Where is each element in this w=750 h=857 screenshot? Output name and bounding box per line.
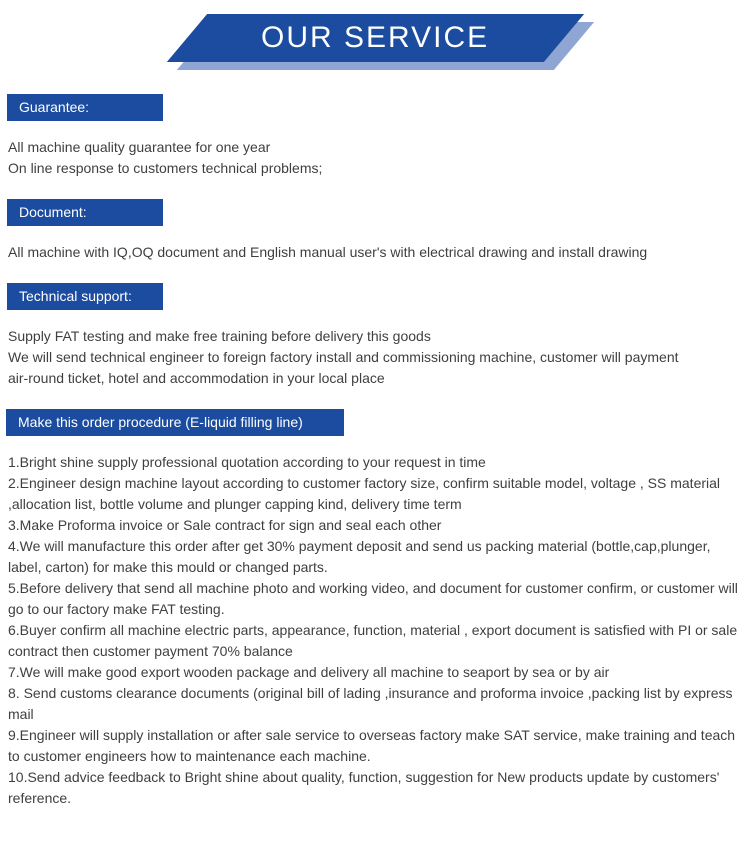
text-line: reference. <box>8 790 72 806</box>
service-section-2 <box>0 283 750 389</box>
text-line: All machine quality guarantee for one year <box>8 139 271 155</box>
text-line: ,allocation list, bottle volume and plunger capping kind, delivery time term <box>8 496 462 512</box>
service-section-0 <box>0 94 750 179</box>
text-line: All machine with IQ,OQ document and English manual user's with electrical drawing and install drawing <box>8 244 648 260</box>
text-line: Supply FAT testing and make free training before delivery this goods <box>8 328 431 344</box>
section-header-label: Document: <box>19 204 87 220</box>
text-line: 9.Engineer will supply installation or after sale service to overseas factory make SAT service, make training and teach <box>8 727 736 743</box>
text-line: 2.Engineer design machine layout according to customer factory size, confirm suitable model, voltage , SS material <box>8 475 721 491</box>
section-body <box>8 137 750 179</box>
text-line: 1.Bright shine supply professional quotation according to your request in time <box>8 454 486 470</box>
text-line: 3.Make Proforma invoice or Sale contract for sign and seal each other <box>8 517 442 533</box>
text-line: 5.Before delivery that send all machine photo and working video, and document for customer confirm, or customer will <box>8 580 738 596</box>
section-header-label: Technical support: <box>19 288 132 304</box>
text-line: 8. Send customs clearance documents (original bill of lading ,insurance and proforma invoice ,packing list by express <box>8 685 733 701</box>
banner-title: OUR SERVICE <box>261 21 490 54</box>
our-service-banner <box>0 0 750 94</box>
text-line: On line response to customers technical problems; <box>8 160 323 176</box>
section-header-label: Guarantee: <box>19 99 90 115</box>
section-header-label: Make this order procedure (E-liquid filling line) <box>18 414 303 430</box>
text-line: mail <box>8 706 34 722</box>
text-line: air-round ticket, hotel and accommodation in your local place <box>8 370 385 386</box>
text-line: label, carton) for make this mould or changed parts. <box>8 559 328 575</box>
section-body <box>8 242 750 263</box>
banner-parallelogram <box>167 14 584 62</box>
service-section-3 <box>0 409 750 809</box>
section-body <box>8 452 750 809</box>
text-line: 10.Send advice feedback to Bright shine about quality, function, suggestion for New products update by customers' <box>8 769 720 785</box>
section-body <box>8 326 750 389</box>
text-line: contract then customer payment 70% balance <box>8 643 293 659</box>
text-line: to customer engineers how to maintenance each machine. <box>8 748 371 764</box>
section-header <box>7 94 163 121</box>
text-line: go to our factory make FAT testing. <box>8 601 225 617</box>
section-header <box>7 283 163 310</box>
section-header <box>6 409 344 436</box>
text-line: 6.Buyer confirm all machine electric parts, appearance, function, material , export document is satisfied with PI or sale <box>8 622 738 638</box>
text-line: 4.We will manufacture this order after get 30% payment deposit and send us packing material (bottle,cap,plunger, <box>8 538 711 554</box>
section-header <box>7 199 163 226</box>
text-line: 7.We will make good export wooden package and delivery all machine to seaport by sea or by air <box>8 664 610 680</box>
sections-container <box>0 94 750 809</box>
text-line: We will send technical engineer to foreign factory install and commissioning machine, customer will payment <box>8 349 679 365</box>
service-section-1 <box>0 199 750 263</box>
